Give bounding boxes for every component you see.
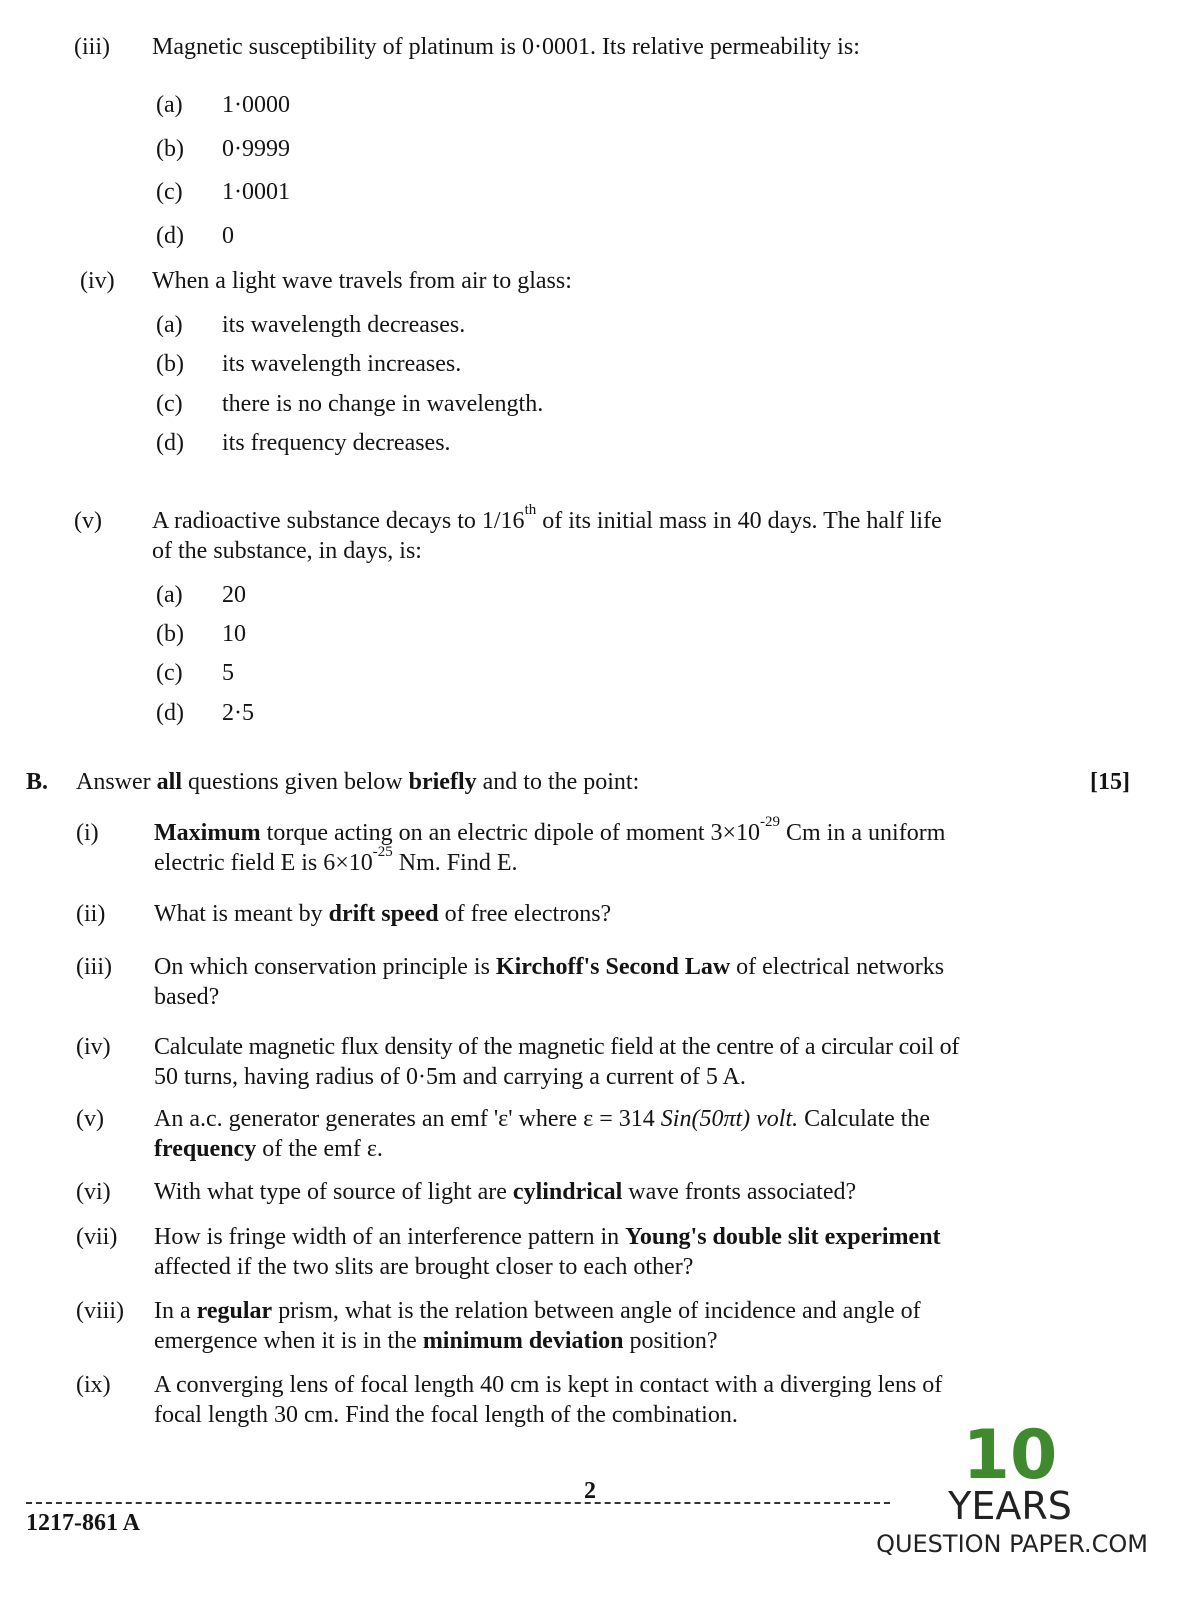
question-stem: What is meant by drift speed of free electrons?	[154, 901, 612, 927]
option-text: 0	[222, 223, 234, 249]
question-stem: An a.c. generator generates an emf 'ε' where ε = 314 Sin(50πt) volt. Calculate the	[154, 1106, 931, 1132]
option-text: 5	[222, 660, 234, 686]
option-label: (d)	[156, 430, 184, 456]
page-number: 2	[584, 1478, 596, 1504]
question-stem: In a regular prism, what is the relation between angle of incidence and angle of	[154, 1298, 921, 1324]
option-label: (c)	[156, 660, 183, 686]
question-stem-line2: emergence when it is in the minimum deviation position?	[154, 1328, 718, 1354]
question-number: (vi)	[76, 1179, 111, 1205]
option-text: 10	[222, 621, 246, 647]
option-label: (b)	[156, 621, 184, 647]
question-stem: Calculate magnetic flux density of the magnetic field at the centre of a circular coil of	[154, 1034, 960, 1060]
question-stem-line2: based?	[154, 984, 220, 1010]
option-label: (d)	[156, 223, 184, 249]
paper-code: 1217-861 A	[26, 1510, 140, 1536]
question-stem: A converging lens of focal length 40 cm is kept in contact with a diverging lens of	[154, 1372, 943, 1398]
option-label: (b)	[156, 136, 184, 162]
section-instructions: Answer all questions given below briefly and to the point:	[76, 769, 640, 795]
question-number: (iii)	[74, 34, 110, 60]
question-number: (iv)	[76, 1034, 111, 1060]
option-text: 20	[222, 582, 246, 608]
question-number: (i)	[76, 820, 99, 846]
question-stem: How is fringe width of an interference pattern in Young's double slit experiment	[154, 1224, 941, 1250]
question-stem-line2: frequency of the emf ε.	[154, 1136, 383, 1162]
option-label: (d)	[156, 700, 184, 726]
question-number: (iv)	[80, 268, 115, 294]
question-number: (v)	[76, 1106, 104, 1132]
option-label: (a)	[156, 92, 183, 118]
question-number: (vii)	[76, 1224, 118, 1250]
section-letter: B.	[26, 769, 49, 795]
question-number: (iii)	[76, 954, 112, 980]
brand-site: QUESTION PAPER.COM	[876, 1530, 1148, 1558]
option-label: (a)	[156, 582, 183, 608]
question-stem-line2: 50 turns, having radius of 0·5m and carrying a current of 5 A.	[154, 1064, 746, 1090]
option-text: its wavelength increases.	[222, 351, 462, 377]
question-stem-line2: focal length 30 cm. Find the focal length of the combination.	[154, 1402, 738, 1428]
question-stem-line2: affected if the two slits are brought closer to each other?	[154, 1254, 694, 1280]
option-text: 1·0000	[222, 92, 290, 118]
question-stem: A radioactive substance decays to 1/16th of its initial mass in 40 days. The half life	[152, 502, 942, 534]
option-text: its frequency decreases.	[222, 430, 451, 456]
question-stem: When a light wave travels from air to glass:	[152, 268, 572, 294]
question-stem: Maximum torque acting on an electric dipole of moment $3\times 10^{-29}$ Cm in a uniform	[154, 814, 946, 846]
option-text: 2·5	[222, 700, 254, 726]
brand-number: 10	[962, 1416, 1058, 1495]
question-stem-line2: of the substance, in days, is:	[152, 538, 422, 564]
option-label: (c)	[156, 179, 183, 205]
question-number: (v)	[74, 508, 102, 534]
question-number: (ix)	[76, 1372, 111, 1398]
option-text: 0·9999	[222, 136, 290, 162]
question-stem: On which conservation principle is Kirchoff's Second Law of electrical networks	[154, 954, 945, 980]
question-number: (ii)	[76, 901, 106, 927]
option-label: (b)	[156, 351, 184, 377]
option-text: its wavelength decreases.	[222, 312, 466, 338]
option-label: (a)	[156, 312, 183, 338]
section-marks: [15]	[1090, 769, 1130, 795]
question-number: (viii)	[76, 1298, 124, 1324]
option-label: (c)	[156, 391, 183, 417]
question-stem: With what type of source of light are cylindrical wave fronts associated?	[154, 1179, 857, 1205]
footer-divider	[26, 1502, 890, 1504]
option-text: 1·0001	[222, 179, 290, 205]
option-text: there is no change in wavelength.	[222, 391, 544, 417]
question-stem: Magnetic susceptibility of platinum is 0·0001. Its relative permeability is:	[152, 34, 860, 60]
question-stem-line2: electric field E is $6\times 10^{-25}$ Nm. Find E.	[154, 844, 518, 876]
brand-word: YEARS	[948, 1484, 1072, 1528]
